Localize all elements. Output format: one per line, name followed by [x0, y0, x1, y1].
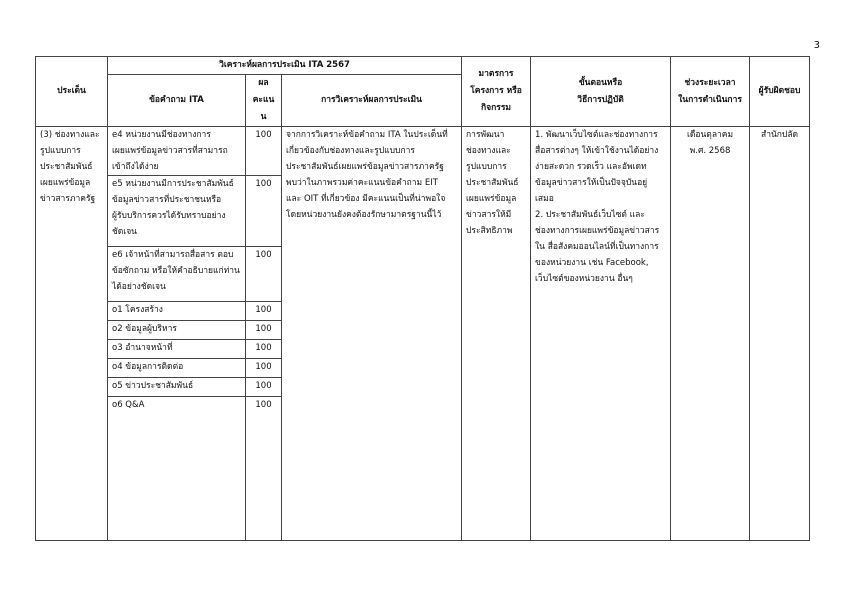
cell-question: o3 อำนาจหน้าที่	[108, 340, 246, 359]
cell-score: 100	[246, 321, 282, 340]
cell-question: e6 เจ้าหน้าที่สามารถสื่อสาร ตอบ ข้อซักถาม หรือให้คำอธิบายแก่ท่าน ได้อย่างชัดเจน	[108, 247, 246, 302]
cell-period: เดือนตุลาคม พ.ศ. 2568	[671, 127, 750, 541]
cell-score: 100	[246, 397, 282, 541]
header-question: ข้อคำถาม ITA	[108, 75, 246, 127]
header-issue: ประเด็น	[36, 57, 108, 127]
cell-question: e5 หน่วยงานมีการประชาสัมพันธ์ ข้อมูลข่าวสารที่ประชาชนหรือ ผู้รับบริการควรได้รับทราบอย่าง ชัดเจน	[108, 176, 246, 247]
cell-score: 100	[246, 378, 282, 397]
cell-question: o4 ข้อมูลการติดต่อ	[108, 359, 246, 378]
cell-steps: 1. พัฒนาเว็บไซต์และช่องทางการ สื่อสารต่างๆ ให้เข้าใช้งานได้อย่าง ง่ายสะดวก รวดเร็ว และอัพเดท ข้อมูลข่าวสารให้เป็นปัจจุบันอยู่ เสมอ 2. ประชาสัมพันธ์เว็บไซต์ และ ช่องทางการเผยแพร่ข้อมูลข่าวสาร ใน สื่อสังคมออนไลน์ที่เป็นทางการ ของหน่วยงาน เช่น Facebook, เว็บไซต์ของหน่วยงาน อื่นๆ	[531, 127, 671, 541]
cell-measure: การพัฒนา ช่องทางและ รูปแบบการ ประชาสัมพันธ์ เผยแพร่ข้อมูล ข่าวสารให้มี ประสิทธิภาพ	[462, 127, 531, 541]
header-analysis-group: วิเคราะห์ผลการประเมิน ITA 2567	[108, 57, 462, 75]
cell-analysis: จากการวิเคราะห์ข้อคำถาม ITA ในประเด็นที่ เกี่ยวข้องกับช่องทางและรูปแบบการ ประชาสัมพันธ์เผยแพร่ข้อมูลข่าวสารภาครัฐ พบว่าในภาพรวมค่าคะแนนข้อคำถาม EIT และ OIT ที่เกี่ยวข้อง มีคะแนนเป็นที่น่าพอใจ โดยหน่วยงานยังคงต้องรักษามาตรฐานนี้ไว้	[282, 127, 462, 541]
cell-question: e4 หน่วยงานมีช่องทางการ เผยแพร่ข้อมูลข่าวสารที่สามารถ เข้าถึงได้ง่าย	[108, 127, 246, 176]
header-period: ช่วงระยะเวลา ในการดำเนินการ	[671, 57, 750, 127]
cell-question: o6 Q&A	[108, 397, 246, 541]
cell-question: o5 ข่าวประชาสัมพันธ์	[108, 378, 246, 397]
cell-question: o2 ข้อมูลผู้บริหาร	[108, 321, 246, 340]
header-measure: มาตรการ โครงการ หรือ กิจกรรม	[462, 57, 531, 127]
cell-question: o1 โครงสร้าง	[108, 302, 246, 321]
cell-score: 100	[246, 340, 282, 359]
header-analysis: การวิเคราะห์ผลการประเมิน	[282, 75, 462, 127]
header-responsible: ผู้รับผิดชอบ	[750, 57, 810, 127]
table-row	[36, 127, 810, 176]
page-number: 3	[813, 40, 820, 51]
ita-analysis-table	[35, 56, 810, 541]
cell-issue: (3) ช่องทางและ รูปแบบการ ประชาสัมพันธ์ เผยแพร่ข้อมูล ข่าวสารภาครัฐ	[36, 127, 108, 541]
cell-score: 100	[246, 176, 282, 247]
header-score: ผล คะแนน	[246, 75, 282, 127]
cell-responsible: สำนักปลัด	[750, 127, 810, 541]
header-steps: ขั้นตอนหรือ วิธีการปฏิบัติ	[531, 57, 671, 127]
cell-score: 100	[246, 247, 282, 302]
cell-score: 100	[246, 302, 282, 321]
cell-score: 100	[246, 127, 282, 176]
cell-score: 100	[246, 359, 282, 378]
